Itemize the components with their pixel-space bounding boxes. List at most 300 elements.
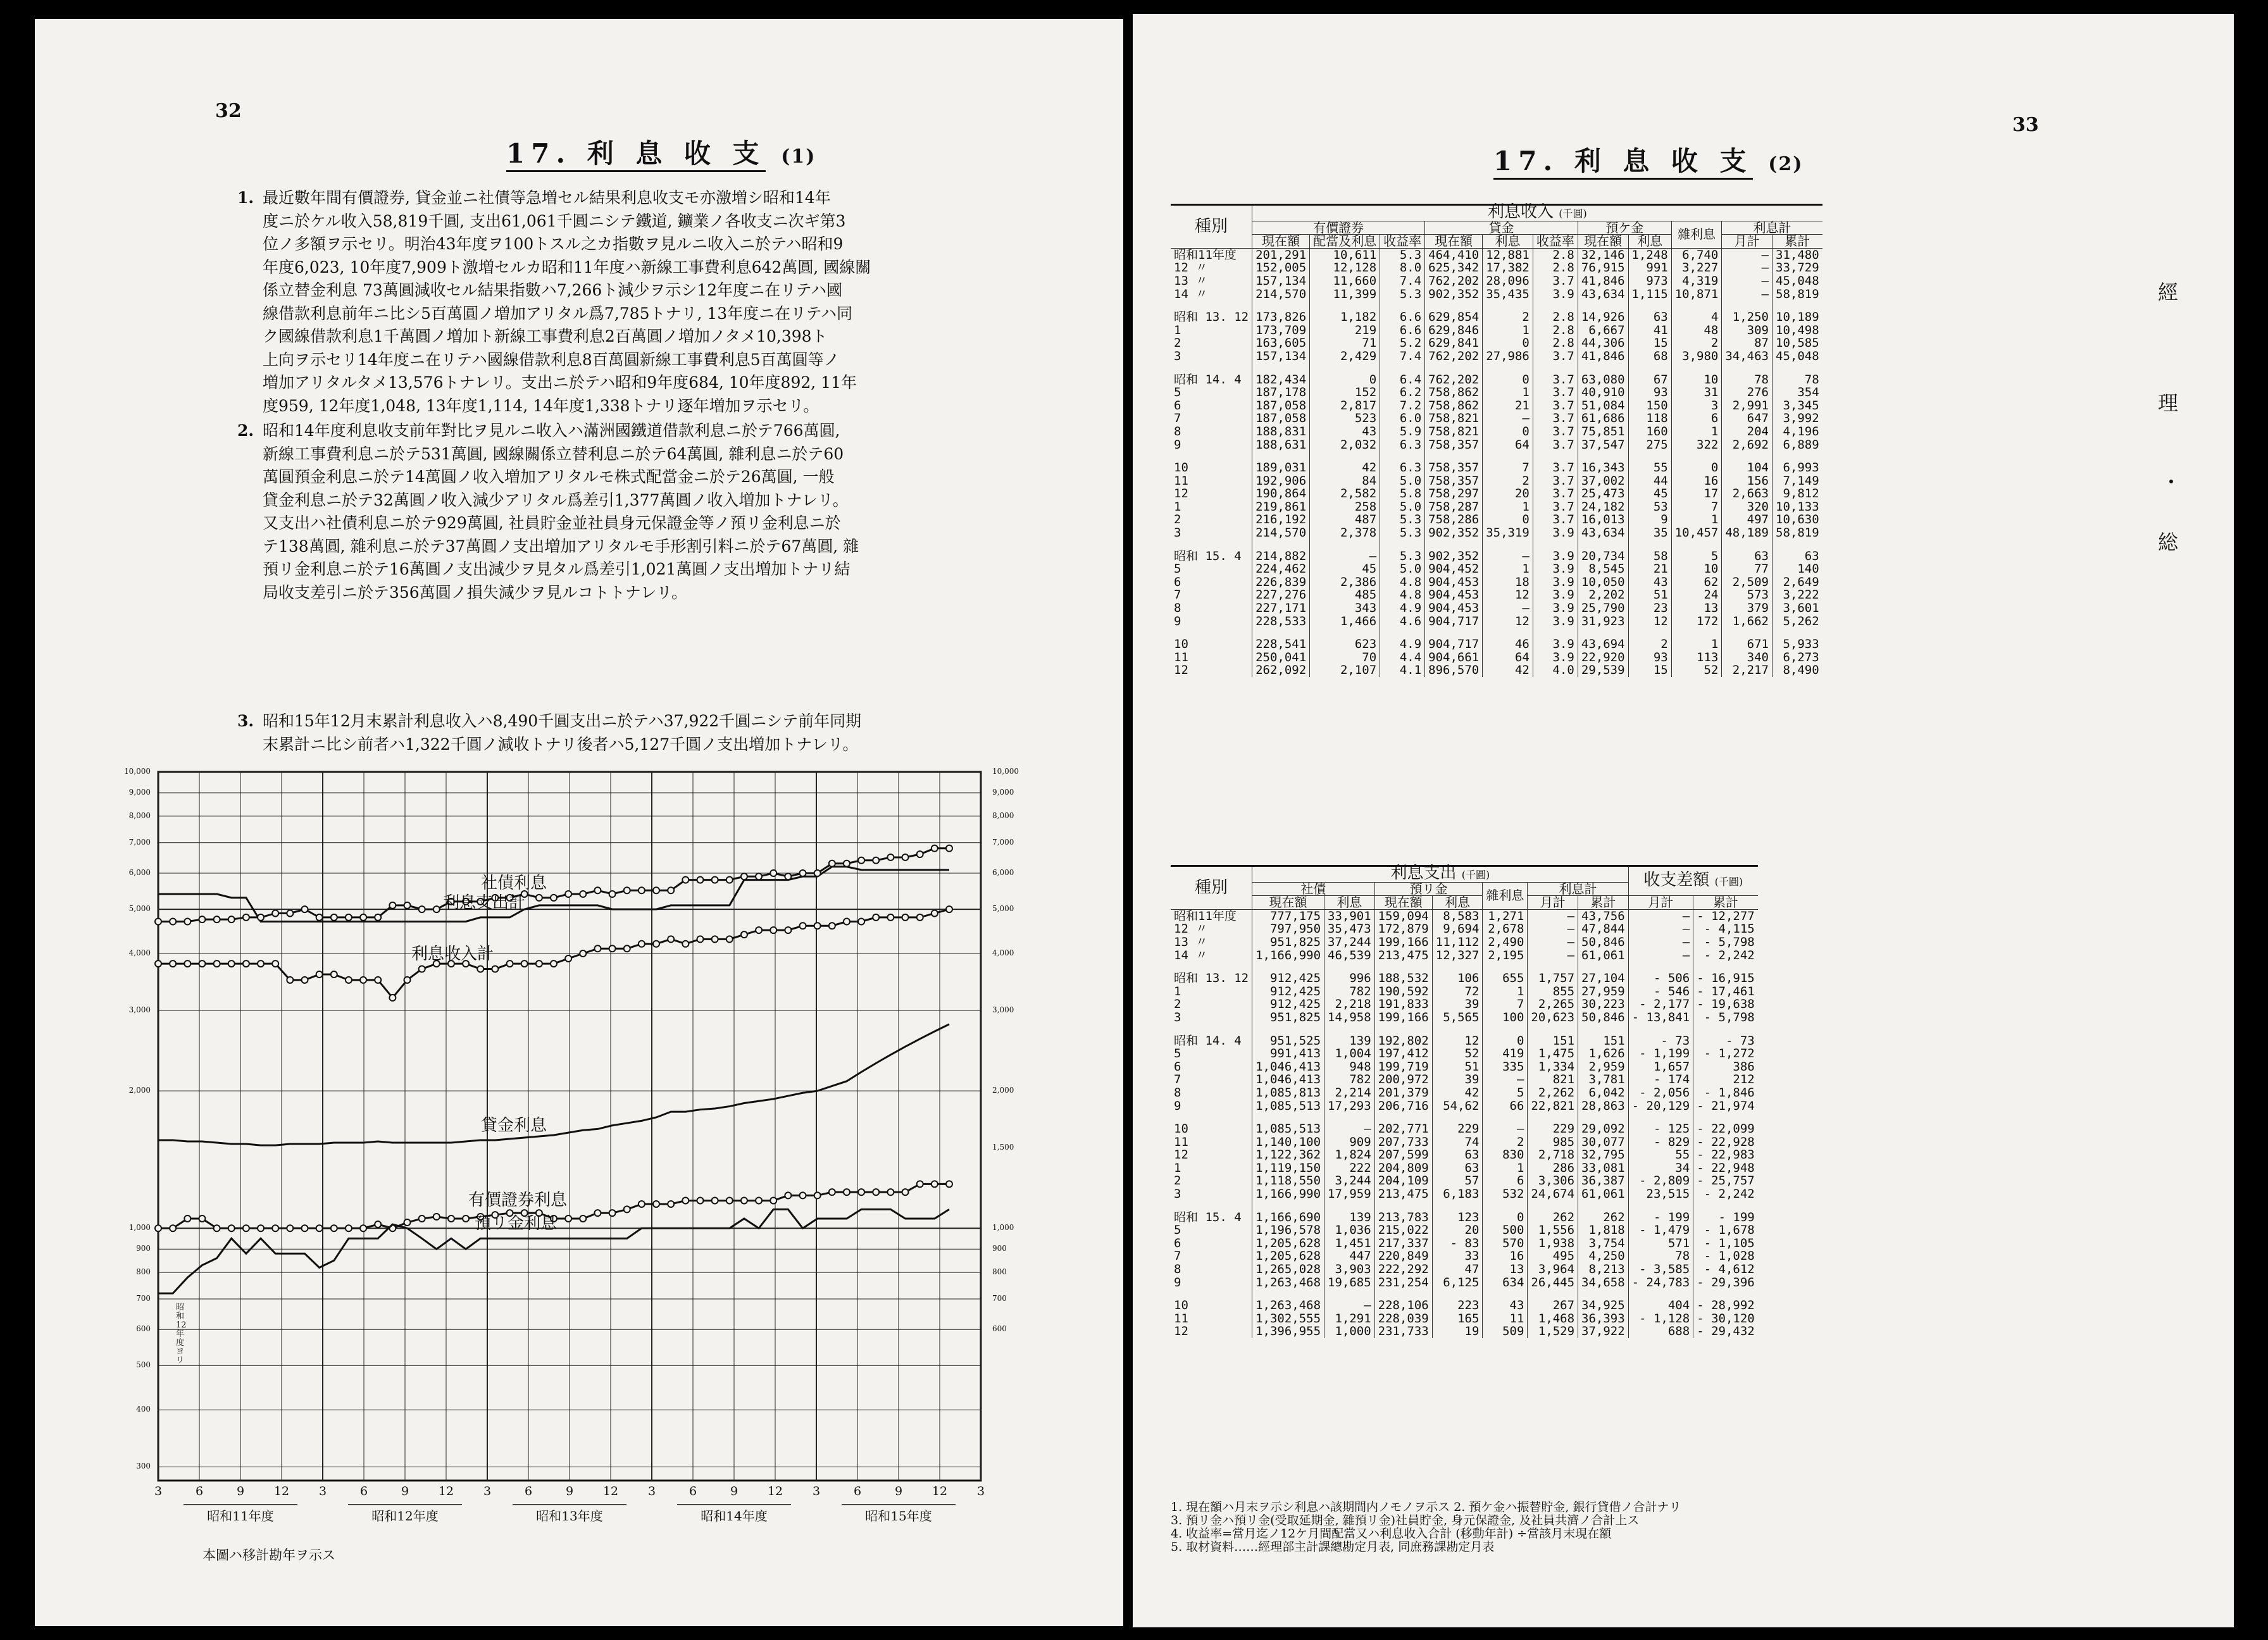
- x-tick-label: 3: [483, 1484, 492, 1498]
- table-cell: —: [1324, 1122, 1375, 1136]
- table-cell: 46,539: [1324, 949, 1375, 962]
- table-cell: 33,901: [1324, 909, 1375, 922]
- series-point: [565, 1215, 571, 1222]
- series-point: [829, 922, 835, 929]
- series-point: [800, 870, 806, 876]
- table-cell: 275: [1628, 438, 1671, 452]
- table-cell: 20: [1432, 1224, 1483, 1237]
- table-cell: 782: [1324, 1073, 1375, 1086]
- table-cell: —: [1483, 412, 1533, 425]
- table-cell: [1693, 1024, 1758, 1034]
- table-cell: 4,319: [1671, 275, 1722, 288]
- series-point: [902, 914, 909, 921]
- series-point: [653, 1201, 659, 1207]
- table-cell: 43,634: [1578, 288, 1628, 301]
- table-cell: [1528, 1201, 1578, 1211]
- table-cell: [1693, 962, 1758, 972]
- y-tick-label: 700: [136, 1293, 151, 1303]
- table-cell: 3,222: [1773, 588, 1822, 602]
- table-cell: 6.6: [1380, 324, 1425, 337]
- y-tick-label: 5,000: [128, 904, 151, 914]
- table-cell: —: [1483, 550, 1533, 563]
- table-cell: 340: [1722, 651, 1773, 664]
- table-cell: 213,475: [1374, 1188, 1432, 1201]
- table-cell: 20: [1483, 487, 1533, 500]
- table-row: [1171, 311, 1822, 324]
- series-point: [814, 1192, 821, 1198]
- series-point: [668, 1201, 674, 1207]
- table-cell: 220,849: [1374, 1250, 1432, 1263]
- left-page-number: 32: [215, 100, 242, 122]
- table-cell: [1722, 301, 1773, 311]
- table-cell: 10: [1671, 562, 1722, 576]
- table-cell: 1,248: [1628, 248, 1671, 261]
- series-point: [697, 936, 703, 942]
- table-cell: 6.3: [1380, 461, 1425, 475]
- table-row: [1171, 1034, 1758, 1048]
- right-page-number: 33: [2012, 114, 2039, 136]
- row-label: 12 〃: [1174, 261, 1208, 275]
- table-cell: 2,107: [1310, 664, 1380, 677]
- table-cell: 46: [1483, 638, 1533, 651]
- series-point: [829, 1189, 835, 1195]
- y-tick-label: 6,000: [128, 868, 151, 877]
- table-cell: 45: [1628, 487, 1671, 500]
- table-cell: 3,345: [1773, 399, 1822, 413]
- row-label: 12: [1174, 663, 1188, 678]
- table-cell: [1171, 363, 1252, 373]
- series-point: [756, 873, 762, 879]
- table-row: [1171, 1201, 1758, 1211]
- paragraph-line: 萬圓預金利息ニ於テ14萬圓ノ收入増加アリタルモ株式配當金ニ於テ26萬圓, 一般: [263, 468, 835, 486]
- table-cell: 10,189: [1773, 311, 1822, 324]
- table-cell: - 21,974: [1693, 1100, 1758, 1113]
- table-row: [1171, 1162, 1758, 1175]
- table-row: [1171, 475, 1822, 488]
- table-cell: [1628, 301, 1671, 311]
- table-cell: 11,112: [1432, 936, 1483, 949]
- table-cell: 219,861: [1252, 500, 1310, 514]
- table-cell: 43,634: [1578, 526, 1628, 540]
- series-point: [858, 1189, 864, 1195]
- series-point: [609, 891, 616, 897]
- series-point: [316, 914, 323, 921]
- table-cell: [1528, 1024, 1578, 1034]
- series-point: [404, 977, 411, 983]
- table-cell: 951,825: [1252, 1011, 1324, 1024]
- y-tick-label-right: 7,000: [992, 837, 1014, 847]
- table-cell: 1,938: [1528, 1237, 1578, 1250]
- table-cell: —: [1528, 922, 1578, 936]
- table-cell: 758,287: [1425, 500, 1483, 514]
- paragraph-line: 度ニ於ケル收入58,819千圓, 支出61,061千圓ニシテ鐵道, 鑛業ノ各收支ニ次ギ第3: [263, 211, 846, 230]
- table-row: [1171, 562, 1822, 576]
- column-header: 利息: [1324, 896, 1375, 910]
- table-cell: 419: [1483, 1047, 1528, 1060]
- table-cell: 17,293: [1324, 1100, 1375, 1113]
- table-cell: 44,306: [1578, 337, 1628, 350]
- row-label: 昭和 14. 4: [1174, 372, 1242, 387]
- table-cell: [1380, 628, 1425, 638]
- series-point: [360, 977, 366, 983]
- table-row: [1171, 513, 1822, 526]
- table-cell: 991,413: [1252, 1047, 1324, 1060]
- table-row: [1171, 337, 1822, 350]
- table-cell: [1628, 1289, 1693, 1299]
- table-cell: 63,080: [1578, 373, 1628, 387]
- table-cell: 688: [1628, 1325, 1693, 1338]
- table-cell: 322: [1671, 438, 1722, 452]
- table-cell: [1773, 451, 1822, 461]
- table-cell: [1324, 1201, 1375, 1211]
- table-cell: - 829: [1628, 1136, 1693, 1149]
- table-cell: [1252, 1024, 1324, 1034]
- table-cell: 912,425: [1252, 998, 1324, 1011]
- table-row: [1171, 1188, 1758, 1201]
- table-cell: 37,002: [1578, 475, 1628, 488]
- table-row: [1171, 588, 1822, 602]
- table-cell: 25,473: [1578, 487, 1628, 500]
- x-tick-label: 12: [767, 1484, 783, 1498]
- table-cell: 1,466: [1310, 615, 1380, 628]
- table-cell: 4.9: [1380, 602, 1425, 615]
- table-row: [1171, 1148, 1758, 1162]
- table-cell: 3.9: [1533, 602, 1578, 615]
- table-cell: 1,205,628: [1252, 1250, 1324, 1263]
- table-cell: [1773, 628, 1822, 638]
- table-cell: - 2,056: [1628, 1086, 1693, 1100]
- table-cell: 2,959: [1578, 1060, 1629, 1074]
- table-cell: 909: [1324, 1136, 1375, 1149]
- series-point: [697, 1197, 703, 1203]
- table-cell: - 12,277: [1693, 909, 1758, 922]
- series-point: [609, 1210, 616, 1216]
- series-point: [199, 1215, 205, 1222]
- table-cell: [1252, 628, 1310, 638]
- table-cell: [1773, 301, 1822, 311]
- table-cell: 19,685: [1324, 1276, 1375, 1289]
- table-cell: 93: [1628, 386, 1671, 399]
- row-label: 3: [1174, 1187, 1181, 1202]
- series-point: [844, 1189, 850, 1195]
- y-tick-label: 400: [136, 1405, 151, 1414]
- table-cell: [1628, 1112, 1693, 1122]
- y-tick-label-right: 600: [992, 1324, 1007, 1334]
- table-cell: 902,352: [1425, 288, 1483, 301]
- table-cell: - 506: [1628, 972, 1693, 985]
- row-label: 5: [1174, 385, 1181, 400]
- table-cell: 192,906: [1252, 475, 1310, 488]
- table-cell: 204: [1722, 425, 1773, 438]
- series-point: [243, 960, 249, 967]
- table-cell: [1773, 363, 1822, 373]
- paragraph-line: 新線工事費利息ニ於テ531萬圓, 國線關係立替利息ニ於テ64萬圓, 雜利息ニ於テ60: [263, 444, 844, 463]
- table-cell: [1324, 1289, 1375, 1299]
- table-cell: 165: [1432, 1312, 1483, 1326]
- series-point: [770, 870, 776, 876]
- y-tick-label: 7,000: [128, 837, 151, 847]
- table-cell: [1722, 363, 1773, 373]
- series-point: [594, 945, 601, 952]
- series-point: [316, 1225, 323, 1231]
- table-cell: 6,183: [1432, 1188, 1483, 1201]
- table-cell: - 28,992: [1693, 1299, 1758, 1312]
- column-header: 現在額: [1425, 235, 1483, 249]
- chart-canvas: [114, 753, 1050, 1582]
- table-cell: 1,334: [1528, 1060, 1578, 1074]
- table-cell: 199,719: [1374, 1060, 1432, 1074]
- table-cell: 39: [1432, 1073, 1483, 1086]
- table-cell: 0: [1483, 513, 1533, 526]
- table-cell: 10,611: [1310, 248, 1380, 261]
- table-cell: 5.0: [1380, 475, 1425, 488]
- series-point: [858, 919, 864, 925]
- table-cell: 2: [1483, 311, 1533, 324]
- table-cell: [1533, 451, 1578, 461]
- table-cell: [1578, 1112, 1629, 1122]
- table-cell: 3.9: [1533, 526, 1578, 540]
- x-tick-label: 3: [154, 1484, 163, 1498]
- row-label: 2: [1174, 1174, 1181, 1188]
- table-cell: 8.0: [1380, 261, 1425, 275]
- table-row: [1171, 288, 1822, 301]
- table-cell: 3.7: [1533, 425, 1578, 438]
- table-cell: 23: [1628, 602, 1671, 615]
- table-cell: 227,276: [1252, 588, 1310, 602]
- table-cell: 43: [1310, 425, 1380, 438]
- table-cell: [1171, 628, 1252, 638]
- table-cell: 50,846: [1578, 1011, 1629, 1024]
- table-cell: 204,109: [1374, 1174, 1432, 1188]
- table-cell: [1432, 962, 1483, 972]
- table-cell: [1374, 1201, 1432, 1211]
- row-label: 昭和11年度: [1174, 909, 1237, 923]
- table-cell: 15: [1628, 664, 1671, 677]
- table-cell: [1483, 1024, 1528, 1034]
- series-label: 利息收入計: [411, 945, 494, 964]
- table-cell: [1310, 451, 1380, 461]
- table-cell: 5.3: [1380, 526, 1425, 540]
- x-year-label: 昭和13年度: [536, 1508, 603, 1524]
- y-tick-label-right: 8,000: [992, 811, 1014, 820]
- table-cell: [1324, 1112, 1375, 1122]
- table-cell: 139: [1324, 1211, 1375, 1224]
- row-label: 昭和 14. 4: [1174, 1033, 1242, 1048]
- table-cell: 3.7: [1533, 475, 1578, 488]
- table-cell: 188,631: [1252, 438, 1310, 452]
- margin-char: 經: [2158, 280, 2179, 304]
- table-cell: —: [1722, 248, 1773, 261]
- series-point: [389, 995, 396, 1001]
- table-cell: [1483, 540, 1533, 550]
- table-cell: [1722, 540, 1773, 550]
- table-cell: 523: [1310, 412, 1380, 425]
- table-cell: 904,661: [1425, 651, 1483, 664]
- table-cell: 3.9: [1533, 562, 1578, 576]
- column-header: 收益率: [1380, 235, 1425, 249]
- x-year-label: 昭和11年度: [207, 1508, 274, 1524]
- series-point: [419, 1215, 425, 1222]
- expense-section-header: 利息支出 (千圓): [1252, 866, 1629, 883]
- interest-income-table: [1171, 204, 1822, 677]
- table-cell: 629,841: [1425, 337, 1483, 350]
- table-cell: 5: [1671, 550, 1722, 563]
- table-cell: 2,214: [1324, 1086, 1375, 1100]
- table-cell: 7.4: [1380, 275, 1425, 288]
- paragraph-line: 年度6,023, 10年度7,909ト激増セルカ昭和11年度ハ新線工事費利息642萬圓, 國線關: [263, 258, 871, 276]
- column-header: 累計: [1773, 235, 1822, 249]
- table-cell: [1310, 540, 1380, 550]
- table-cell: 2,217: [1722, 664, 1773, 677]
- table-cell: 63: [1722, 550, 1773, 563]
- table-cell: 228,039: [1374, 1312, 1432, 1326]
- x-tick-label: 9: [236, 1484, 245, 1498]
- table-cell: 1,475: [1528, 1047, 1578, 1060]
- series-point: [829, 860, 835, 867]
- series-point: [932, 910, 938, 916]
- column-header: 現在額: [1252, 235, 1310, 249]
- series-point: [814, 922, 821, 929]
- table-cell: 7.2: [1380, 399, 1425, 413]
- table-cell: 139: [1324, 1034, 1375, 1048]
- y-tick-label-right: 10,000: [992, 767, 1019, 776]
- table-cell: [1380, 301, 1425, 311]
- table-cell: 4.1: [1380, 664, 1425, 677]
- table-cell: 47: [1432, 1263, 1483, 1276]
- table-cell: 973: [1628, 275, 1671, 288]
- series-point: [287, 910, 293, 916]
- table-row: [1171, 1263, 1758, 1276]
- column-header: 月計: [1722, 235, 1773, 249]
- table-cell: 12: [1432, 1034, 1483, 1048]
- table-cell: 75,851: [1578, 425, 1628, 438]
- table-cell: 951,825: [1252, 936, 1324, 949]
- table-cell: 204,809: [1374, 1162, 1432, 1175]
- row-label: 10: [1174, 1122, 1188, 1136]
- table-cell: 34: [1628, 1162, 1693, 1175]
- series-point: [946, 845, 952, 852]
- series-point: [800, 922, 806, 929]
- series-point: [389, 902, 396, 909]
- right-title-part: (2): [1768, 153, 1804, 175]
- table-cell: 0: [1483, 1211, 1528, 1224]
- table-cell: 500: [1483, 1224, 1528, 1237]
- paragraph-3: [237, 710, 862, 756]
- table-cell: 104: [1722, 461, 1773, 475]
- y-tick-label-right: 800: [992, 1267, 1007, 1277]
- table-cell: 9: [1628, 513, 1671, 526]
- table-cell: 172: [1671, 615, 1722, 628]
- table-cell: 106: [1432, 972, 1483, 985]
- table-cell: —: [1722, 275, 1773, 288]
- table-cell: 71: [1310, 337, 1380, 350]
- table-cell: [1528, 1289, 1578, 1299]
- series-point: [521, 960, 528, 967]
- series-point: [375, 1221, 381, 1227]
- table-cell: [1432, 1289, 1483, 1299]
- table-cell: 571: [1628, 1237, 1693, 1250]
- series-label: 貸金利息: [481, 1115, 547, 1135]
- table-cell: [1578, 1024, 1629, 1034]
- paragraph-line: 上向ヲ示セリ14年度ニ在リテハ國線借款利息8百萬圓新線工事費利息5百萬圓等ノ: [263, 350, 840, 369]
- table-cell: 2.8: [1533, 261, 1578, 275]
- table-row: [1171, 998, 1758, 1011]
- table-row: [1171, 1237, 1758, 1250]
- y-tick-label: 900: [136, 1244, 151, 1253]
- paragraph-1: [237, 187, 871, 418]
- series-point: [639, 1201, 645, 1207]
- table-cell: 904,453: [1425, 576, 1483, 589]
- table-cell: 2,692: [1722, 438, 1773, 452]
- table-cell: 51: [1628, 588, 1671, 602]
- table-cell: 217,337: [1374, 1237, 1432, 1250]
- table-cell: 951,525: [1252, 1034, 1324, 1048]
- table-cell: - 125: [1628, 1122, 1693, 1136]
- table-cell: 258: [1310, 500, 1380, 514]
- table-row: [1171, 1047, 1758, 1060]
- table-cell: - 25,757: [1693, 1174, 1758, 1188]
- table-cell: 758,357: [1425, 475, 1483, 488]
- table-cell: 12,128: [1310, 261, 1380, 275]
- table-cell: 215,022: [1374, 1224, 1432, 1237]
- series-point: [228, 1225, 235, 1231]
- column-header: 現在額: [1374, 896, 1432, 910]
- series-point: [551, 895, 557, 901]
- table-cell: 2,218: [1324, 998, 1375, 1011]
- table-cell: - 29,396: [1693, 1276, 1758, 1289]
- table-cell: 1,182: [1310, 311, 1380, 324]
- table-cell: 5.9: [1380, 425, 1425, 438]
- x-tick-label: 9: [894, 1484, 903, 1498]
- table-cell: 35: [1628, 526, 1671, 540]
- table-cell: [1432, 1112, 1483, 1122]
- table-cell: 19: [1432, 1325, 1483, 1338]
- table-cell: 1,250: [1722, 311, 1773, 324]
- table-cell: 3.7: [1533, 513, 1578, 526]
- table-cell: 2,509: [1722, 576, 1773, 589]
- table-cell: 1,396,955: [1252, 1325, 1324, 1338]
- table-cell: —: [1628, 909, 1693, 922]
- table-cell: 123: [1432, 1211, 1483, 1224]
- row-label: 14 〃: [1174, 948, 1208, 962]
- group-header: 利息計: [1722, 221, 1822, 235]
- table-cell: 8,545: [1578, 562, 1628, 576]
- series-point: [448, 1215, 454, 1222]
- series-point: [316, 971, 323, 978]
- y-tick-label-right: 1,000: [992, 1223, 1014, 1233]
- table-cell: 4.8: [1380, 576, 1425, 589]
- table-cell: 18: [1483, 576, 1533, 589]
- table-cell: - 16,915: [1693, 972, 1758, 985]
- table-cell: 573: [1722, 588, 1773, 602]
- table-cell: 447: [1324, 1250, 1375, 1263]
- table-cell: [1425, 628, 1483, 638]
- table-cell: 9,694: [1432, 922, 1483, 936]
- table-row: [1171, 412, 1822, 425]
- x-tick-label: 3: [976, 1484, 985, 1498]
- table-cell: - 1,199: [1628, 1047, 1693, 1060]
- table-cell: 904,453: [1425, 602, 1483, 615]
- table-cell: 43: [1483, 1299, 1528, 1312]
- paragraph-number: 2.: [237, 421, 254, 440]
- table-cell: —: [1483, 1122, 1528, 1136]
- table-cell: 63: [1773, 550, 1822, 563]
- x-year-label: 昭和12年度: [371, 1508, 439, 1524]
- table-cell: 63: [1432, 1148, 1483, 1162]
- table-cell: [1483, 1201, 1528, 1211]
- table-row: [1171, 461, 1822, 475]
- table-cell: 7.4: [1380, 350, 1425, 363]
